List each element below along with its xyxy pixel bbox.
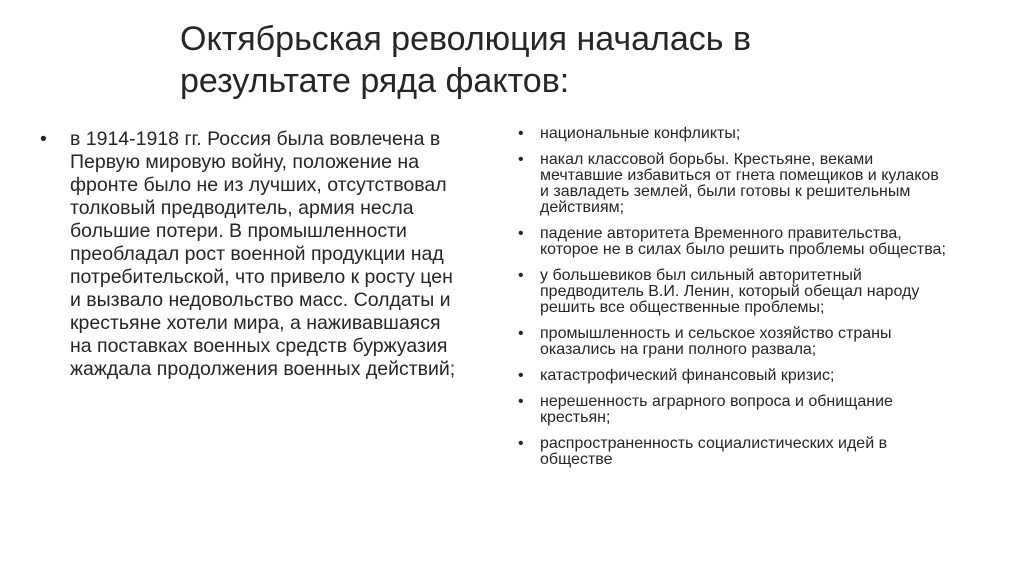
right-bullet-list xyxy=(512,126,952,468)
left-bullet-list xyxy=(40,128,460,381)
list-item xyxy=(512,152,952,216)
bullet-icon: • xyxy=(518,151,524,168)
list-item-text: падение авторитета Временного правительства, которое не в силах было решить проблемы общества; xyxy=(540,225,946,258)
list-item-text: у большевиков был сильный авторитетный предводитель В.И. Ленин, который обещал народу решить все общественные проблемы; xyxy=(540,267,920,316)
list-item-text: в 1914-1918 гг. Россия была вовлечена в Первую мировую войну, положение на фронте было не из лучших, отсутствовал толковый предводитель, армия несла большие потери. В промышленности преобладал рост военной продукции над потребительской, что привело к росту цен и вызвало недовольство масс. Солдаты и крестьяне хотели мира, а наживавшаяся на поставках военных средств буржуазия жаждала продолжения военных действий; xyxy=(70,128,456,380)
bullet-icon: • xyxy=(518,393,524,410)
list-item xyxy=(512,326,952,358)
list-item xyxy=(40,128,460,381)
list-item xyxy=(512,368,952,384)
left-column xyxy=(40,128,460,381)
list-item-text: распространенность социалистических идей в обществе xyxy=(540,435,888,468)
bullet-icon: • xyxy=(518,325,524,342)
bullet-icon: • xyxy=(518,367,524,384)
list-item-text: национальные конфликты; xyxy=(540,125,741,142)
list-item xyxy=(512,226,952,258)
list-item xyxy=(512,394,952,426)
bullet-icon: • xyxy=(518,435,524,452)
right-column xyxy=(512,126,952,478)
list-item xyxy=(512,126,952,142)
bullet-icon: • xyxy=(40,128,47,150)
list-item xyxy=(512,268,952,316)
list-item-text: накал классовой борьбы. Крестьяне, веками мечтавшие избавиться от гнета помещиков и кулаков и завладеть землей, были готовы к решительным действиям; xyxy=(540,151,939,216)
list-item-text: катастрофический финансовый кризис; xyxy=(540,367,835,384)
bullet-icon: • xyxy=(518,225,524,242)
list-item-text: нерешенность аграрного вопроса и обнищание крестьян; xyxy=(540,393,893,426)
list-item-text: промышленность и сельское хозяйство страны оказались на грани полного развала; xyxy=(540,325,892,358)
list-item xyxy=(512,436,952,468)
bullet-icon: • xyxy=(518,125,524,142)
bullet-icon: • xyxy=(518,267,524,284)
slide-title: Октябрьская революция началась в результате ряда фактов: xyxy=(180,20,752,100)
